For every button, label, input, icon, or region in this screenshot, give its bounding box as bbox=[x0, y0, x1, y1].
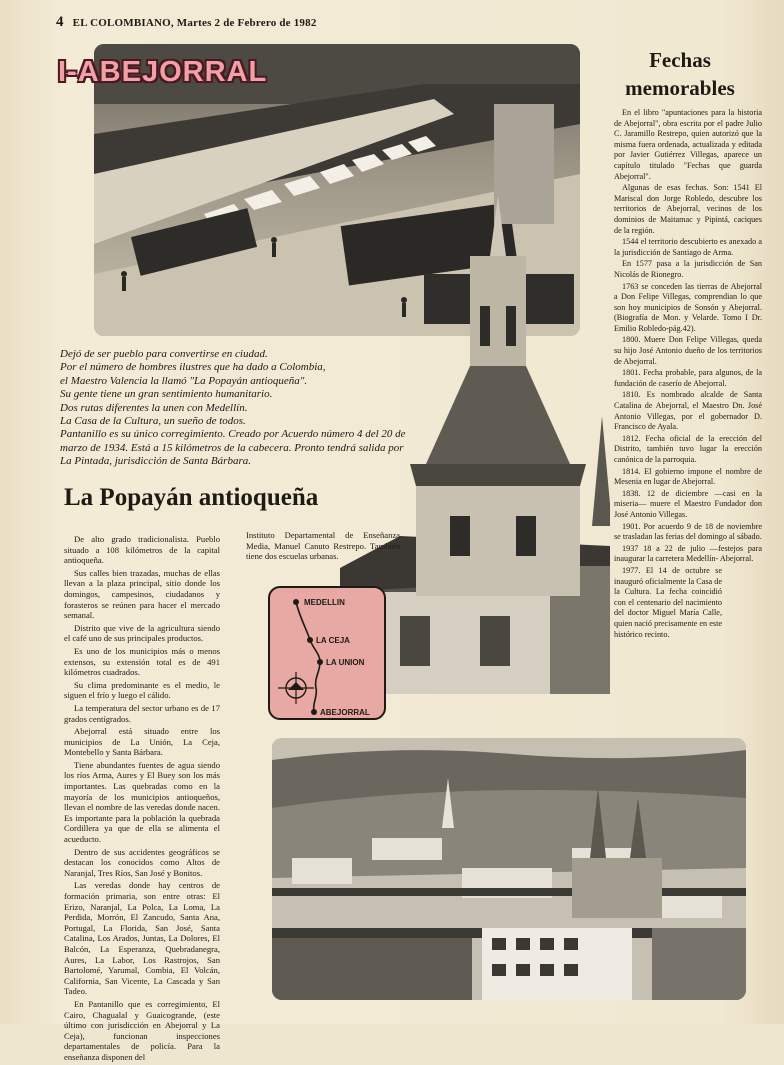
intro-line: Por el número de hombres ilustres que ha dado a Colombia, bbox=[60, 361, 326, 374]
intro-line: Dos rutas diferentes la unen con Medellín. bbox=[60, 401, 248, 414]
church-tower-icon bbox=[490, 196, 506, 256]
body-paragraph: La temperatura del sector urbano es de 17 grados centígrados. bbox=[64, 702, 220, 724]
map-town-la-ceja: LA CEJA bbox=[316, 636, 350, 645]
title-banner: I-ABEJORRAL bbox=[58, 56, 268, 88]
body-paragraph: Distrito que vive de la agricultura siendo el café uno de sus principales productos. bbox=[64, 622, 220, 644]
intro-line: Dejó de ser pueblo para convertirse en ciudad. bbox=[60, 348, 268, 360]
sidebar-paragraph: 1810. Es nombrado alcalde de Santa Catalina de Abejorral, el Maestro Dn. José Antonio Villegas, por el gobernador D. Francisco de Ayala. bbox=[614, 390, 762, 432]
map-town-abejorral: ABEJORRAL bbox=[320, 708, 370, 717]
body-paragraph: Dentro de sus accidentes geográficos se destacan los conocidos como Altos de Naranjal, Tres Ríos, San José y Bonitos. bbox=[64, 846, 220, 878]
map-town-la-union: LA UNION bbox=[326, 658, 365, 667]
body-column-middle bbox=[246, 530, 400, 564]
body-paragraph: De alto grado tradicionalista. Pueblo situado a 108 kilómetros de la capital antioqueña. bbox=[64, 534, 220, 566]
sidebar-paragraph: 1814. El gobierno impone el nombre de Mesenia en lugar de Abejorral. bbox=[614, 466, 762, 487]
sidebar-text bbox=[614, 108, 762, 641]
body-paragraph: Es uno de los municipios más o menos extensos, su extensión total es de 491 kilómetros cuadrados. bbox=[64, 645, 220, 678]
page-header bbox=[56, 14, 317, 31]
headline: La Popayán antioqueña bbox=[64, 484, 319, 511]
intro-line: Pantanillo es su único corregimiento. Creado por Acuerdo número 4 del 20 de marzo de 1934. Está a 15 kilómetros de la cabecera. Pronto tendrá salida por La Pintada, jurisdicción de Santa Bárbara. bbox=[60, 428, 406, 468]
page-number: 4 bbox=[56, 14, 64, 30]
sidebar-paragraph: 1901. Por acuerdo 9 de 18 de noviembre se trasladan las ferias del domingo al sábado. bbox=[614, 521, 762, 542]
compass-rose-icon bbox=[278, 672, 314, 704]
sidebar-paragraph: 1812. Fecha oficial de la erección del Distrito, también tuvo lugar la erección canónica de la parroquia. bbox=[614, 433, 762, 464]
sidebar-title-line1: Fechas bbox=[649, 48, 711, 72]
body-paragraph: Su clima predominante es el medio, le siguen el frío y luego el cálido. bbox=[64, 679, 220, 701]
sidebar-title bbox=[600, 46, 760, 102]
body-paragraph: Sus calles bien trazadas, muchas de ellas llevan a la plaza principal, sitio donde los domingos, campesinos, ciudadanos y forasteros se reúnen para hacer el mercado semanal. bbox=[64, 567, 220, 621]
sidebar-paragraph: 1937 18 a 22 de julio —festejos para inaugurar la carretera Medellín- Abejorral. bbox=[614, 543, 762, 564]
intro-line: La Casa de la Cultura, un sueño de todos. bbox=[60, 415, 246, 428]
intro-line: el Maestro Valencia la llamó "La Popayán antioqueña". bbox=[60, 374, 308, 387]
intro-summary bbox=[60, 348, 410, 469]
sidebar-title-line2: memorables bbox=[625, 76, 735, 100]
body-paragraph: En Pantanillo que es corregimiento, El Cairo, Chagualal y Guaicogrande, (este último con jurisdicción en Abejorral y La Ceja), funcionan inspecciones departamentales de policía. Para la enseñanza disponen del bbox=[64, 998, 220, 1062]
sidebar-paragraph: 1544 el territorio descubierto es anexado a la jurisdicción de Santiago de Arma. bbox=[614, 237, 762, 257]
body-paragraph: Tiene abundantes fuentes de agua siendo los ríos Arma, Aures y El Buey son los más importantes. Las quebradas como en la mayoría de los municipios antioqueños, llevan el nombre de las veredas donde nacen. Es importante para la población la quebrada Cordillera ya que de ella se alimenta el acueducto. bbox=[64, 759, 220, 845]
body-paragraph: Instituto Departamental de Enseñanza Media, Manuel Canuto Restrepo. También tiene dos escuelas urbanas. bbox=[246, 530, 400, 562]
body-column-left bbox=[64, 534, 220, 1065]
body-paragraph: Abejorral está situado entre los municipios de La Unión, La Ceja, Montebello y Santa Bárbara. bbox=[64, 726, 220, 758]
masthead: EL COLOMBIANO, Martes 2 de Febrero de 1982 bbox=[72, 17, 317, 29]
sidebar-paragraph: 1763 se conceden las tierras de Abejorral a Don Felipe Villegas, comprendian lo que son hoy municipios de Sonsón y Abejorral. (Biografía de Mon. y Velarde. Tomo I Dr. Emilio Robledo-pág.42). bbox=[614, 281, 762, 333]
sidebar-paragraph: 1801. Fecha probable, para algunos, de la fundación de caserío de Abejorral. bbox=[614, 368, 762, 388]
town-panorama-photo bbox=[272, 738, 746, 1000]
sidebar-paragraph: 1800. Muere Don Felipe Villegas, queda su hijo José Antonio dueño de los territorios de Abejorral. bbox=[614, 335, 762, 366]
sidebar-paragraph: En el libro "apuntaciones para la historia de Abejorral", obra escrita por el padre Julio C. Jaramillo Restrepo, quien autorizó que la misma fuera ordenada, actualizada y editada por Javier Gutiérrez Villegas, aparece un capítulo titulado "Fechas que guarda Abejorral". bbox=[614, 108, 762, 181]
route-map bbox=[268, 586, 386, 720]
body-paragraph: Las veredas donde hay centros de formación primaria, son entre otras: El Erizo, Naranjal, La Polca, La Loma, La Perdida, Morrón, El Zancudo, Santa Ana, Portugal, La Florida, San José, Santa Catalina, Los Arados, Juntas, La Dolores, El Balcón, La Esperanza, Quebradanegra, Aures, La Labor, Los Rastrojos, San Bartolomé, Yarumal, Combia, El Volcán, California, San Vicente, La Cascada y San Tadeo. bbox=[64, 880, 220, 997]
sidebar-paragraph: Algunas de esas fechas. Son: 1541 El Mariscal don Jorge Robledo, descubre los territorios de Abejorral, vecinos de los dominios de Maitamac y Pipintá, caciques de la región. bbox=[614, 183, 762, 235]
intro-line: Su gente tiene un gran sentimiento humanitario. bbox=[60, 388, 273, 401]
sidebar-paragraph: 1838. 12 de diciembre —casi en la miseria— muere el Maestro Fundador don José Antonio Villegas. bbox=[614, 488, 762, 519]
sidebar-paragraph: En 1577 pasa a la jurisdicción de San Nicolás de Rionegro. bbox=[614, 259, 762, 279]
sidebar-paragraph: 1977. El 14 de octubre se inauguró oficialmente la Casa de la Cultura. La fecha coincidió con el centenario del nacimiento del doctor Miguel María Calle, quien nació precisamente en este histórico recinto. bbox=[614, 565, 722, 639]
map-town-medellin: MEDELLIN bbox=[304, 598, 345, 607]
